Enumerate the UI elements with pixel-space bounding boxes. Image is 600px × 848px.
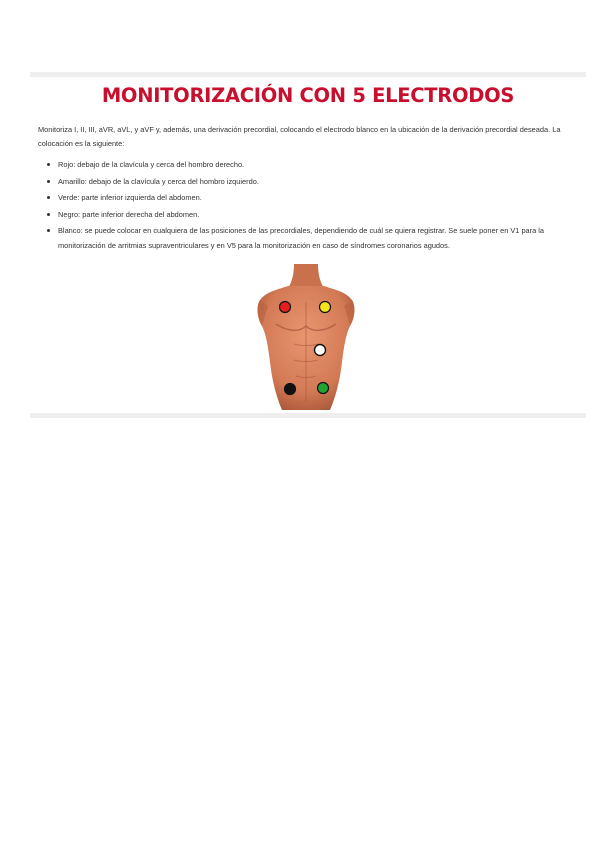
electrode-yellow	[320, 302, 331, 313]
torso-neck	[288, 264, 324, 288]
list-item: Blanco: se puede colocar en cualquiera de las posiciones de las precordiales, dependiendo de cuál se quiera registrar. Se suele poner en V1 para la monitorización de arritmias supraventriculares y en V5 para la monitorización en caso de síndromes coronarios agudos.	[38, 223, 578, 253]
electrode-red	[280, 302, 291, 313]
electrode-green	[318, 383, 329, 394]
bottom-divider	[30, 413, 586, 418]
list-item: Verde: parte inferior izquierda del abdomen.	[38, 190, 578, 205]
page-title: MONITORIZACIÓN CON 5 ELECTRODOS	[101, 84, 515, 107]
electrode-black	[285, 384, 296, 395]
torso-illustration	[254, 262, 358, 412]
intro-paragraph: Monitoriza I, II, III, aVR, aVL, y aVF y, además, una derivación precordial, colocando el electrodo blanco en la ubicación de la derivación precordial deseada. La colocación es la siguiente:	[38, 125, 561, 148]
electrode-white	[315, 345, 326, 356]
list-item: Amarillo: debajo de la clavícula y cerca del hombro izquierdo.	[38, 174, 578, 189]
list-item: Negro: parte inferior derecha del abdomen.	[38, 207, 578, 222]
electrode-list	[38, 157, 578, 255]
top-divider	[30, 72, 586, 77]
list-item: Rojo: debajo de la clavícula y cerca del hombro derecho.	[38, 157, 578, 172]
